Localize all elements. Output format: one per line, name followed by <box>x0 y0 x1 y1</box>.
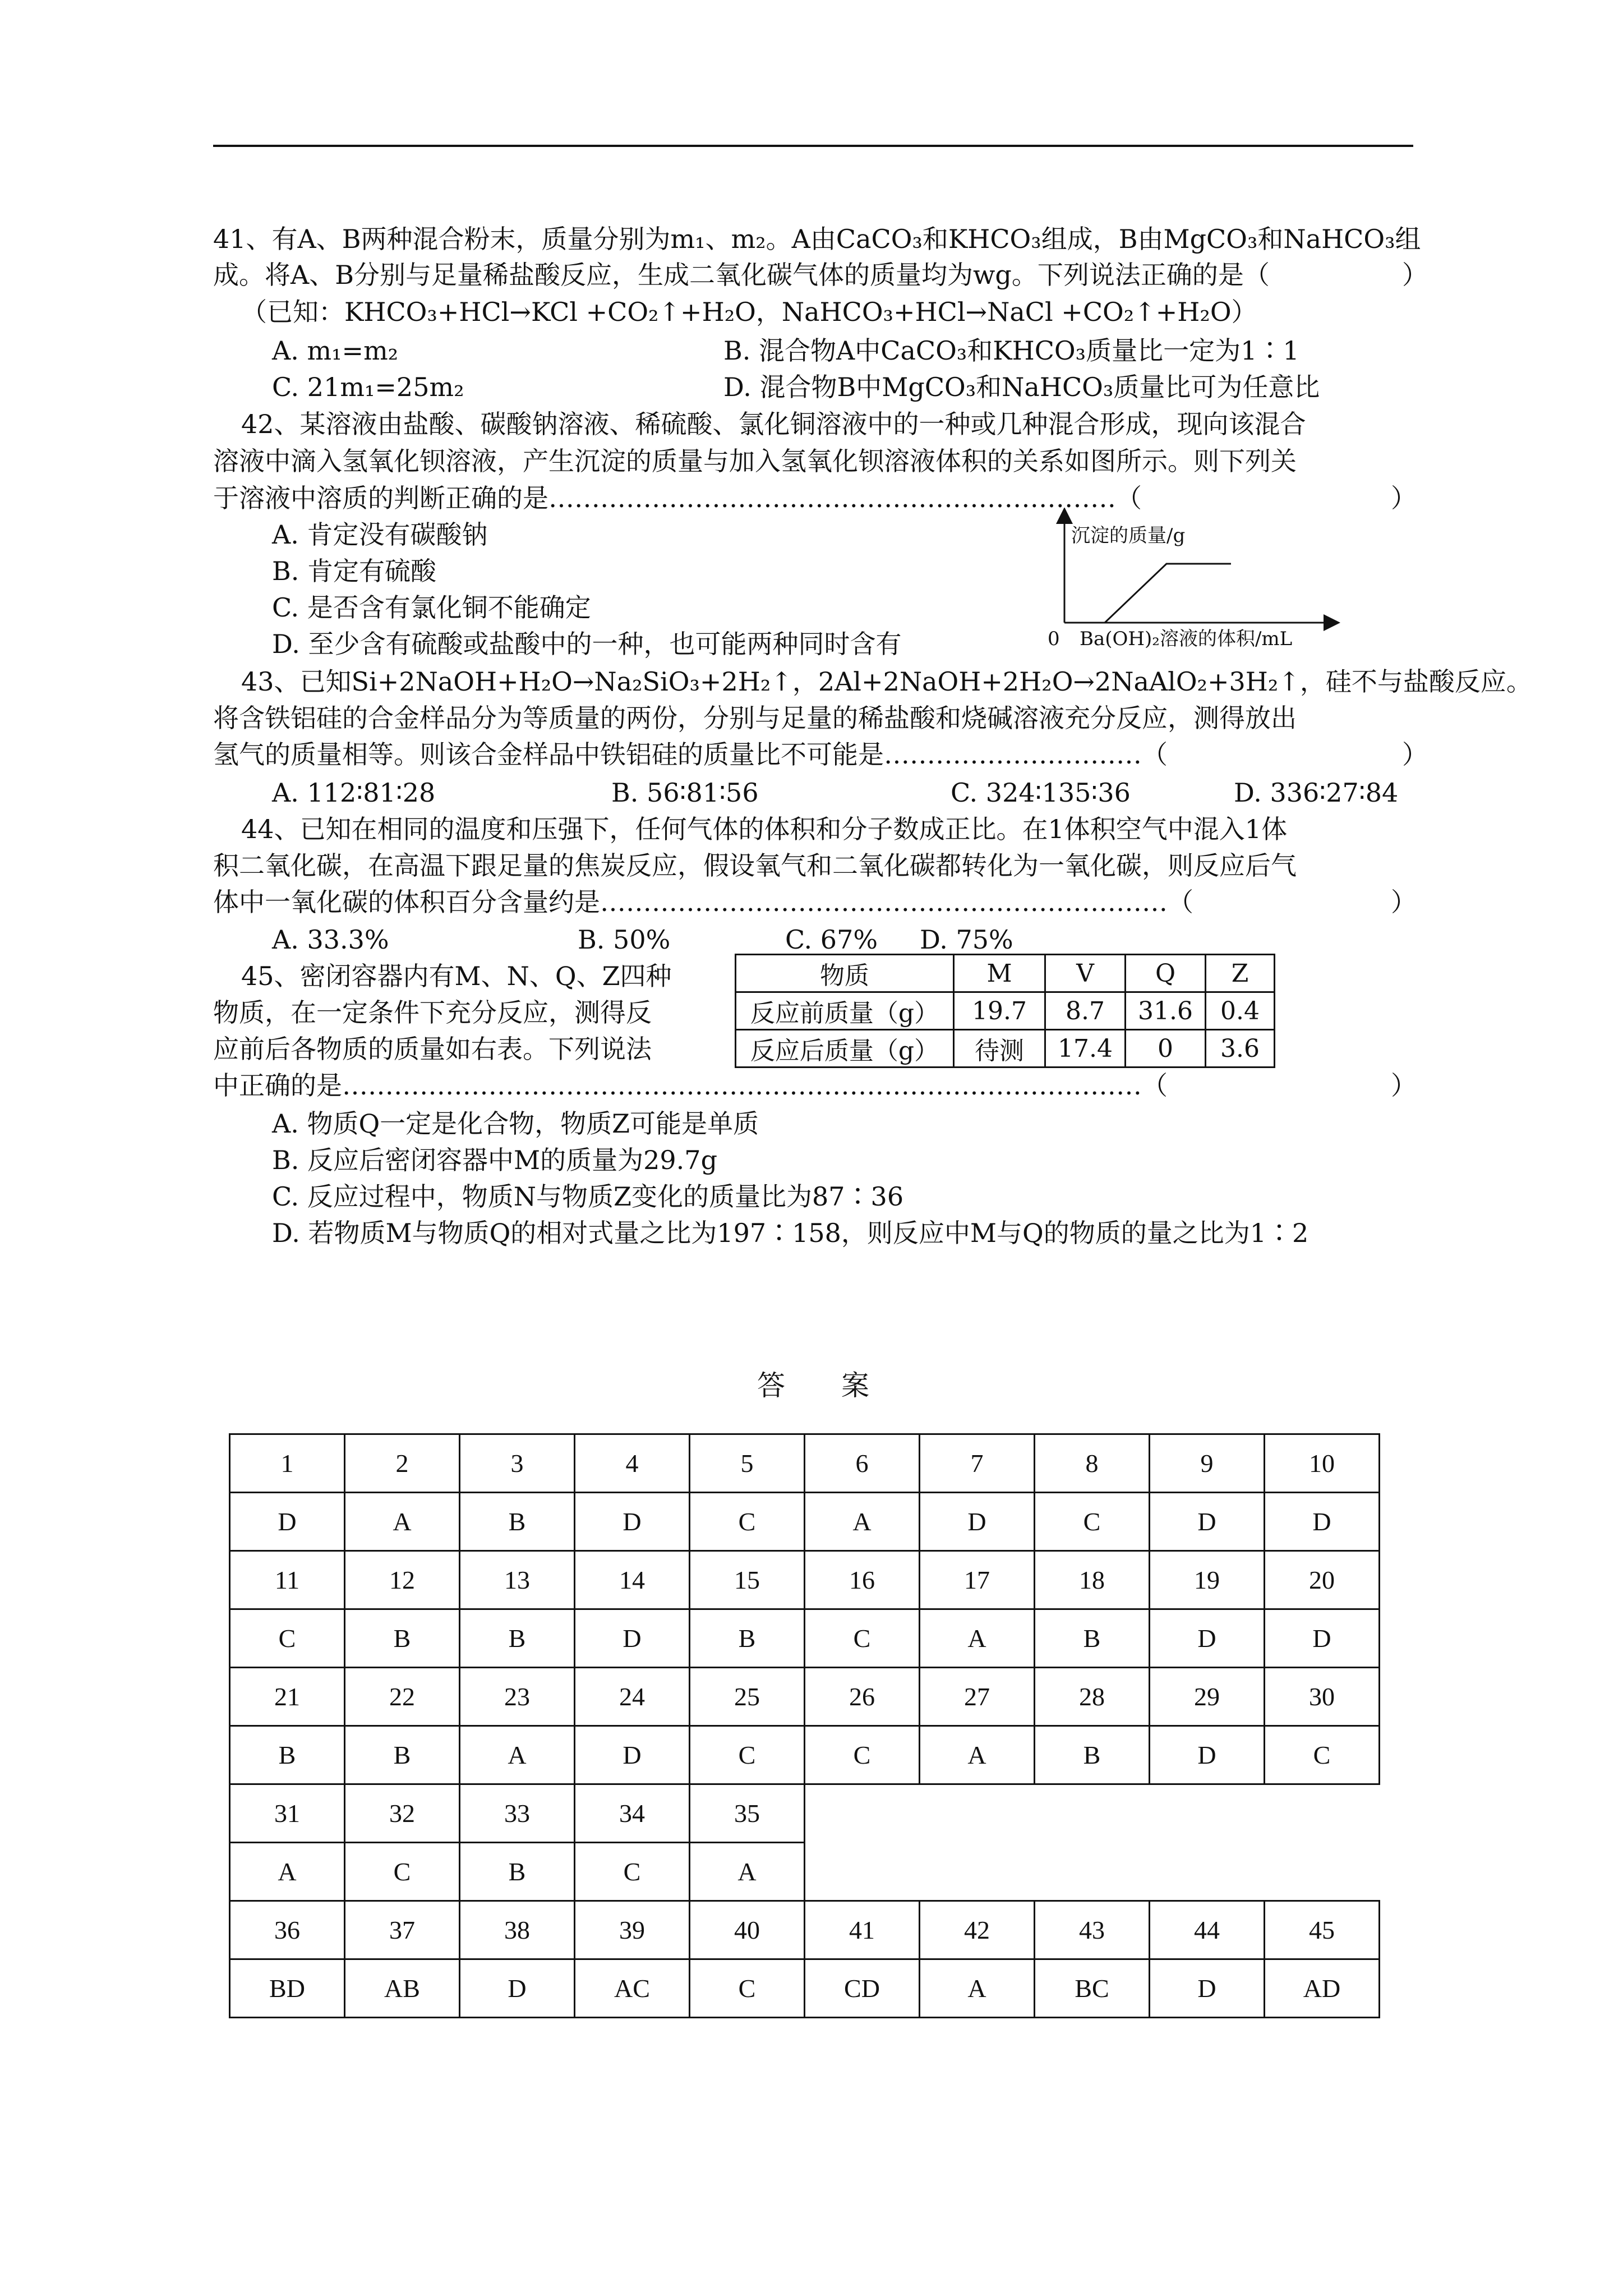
answer-key-row <box>230 1726 1380 1784</box>
answer-key-cell: C <box>230 1609 345 1668</box>
answer-key-cell: BC <box>1035 1959 1150 2018</box>
answer-number-cell: 36 <box>230 1901 345 1959</box>
q45-header-cell: 物质 <box>736 955 954 992</box>
answer-table <box>229 1433 1380 2018</box>
answer-number-cell: 26 <box>805 1668 920 1726</box>
answer-number-cell: 14 <box>575 1551 690 1609</box>
answer-key-cell: C <box>805 1726 920 1784</box>
q44-option-a: A. 33.3% <box>272 924 389 955</box>
answer-key-cell: B <box>1035 1609 1150 1668</box>
answer-key-row <box>230 1609 1380 1668</box>
answer-number-cell: 35 <box>690 1784 805 1843</box>
answer-number-cell: 17 <box>920 1551 1035 1609</box>
answer-number-cell: 22 <box>345 1668 460 1726</box>
q41-line2: 成。将A、B分别与足量稀盐酸反应，生成二氧化碳气体的质量均为wg。下列说法正确的是（ <box>213 260 1270 290</box>
answer-number-cell: 27 <box>920 1668 1035 1726</box>
q43-line1: 43、已知Si+2NaOH+H₂O→Na₂SiO₃+2H₂↑，2Al+2NaOH+2H₂O→2NaAlO₂+3H₂↑，硅不与盐酸反应。 <box>241 666 1532 697</box>
answer-key-cell: C <box>805 1609 920 1668</box>
q45-header-cell: M <box>954 955 1045 992</box>
answer-number-cell: 29 <box>1150 1668 1265 1726</box>
answer-number-cell: 13 <box>460 1551 575 1609</box>
q45-line4: 中正确的是…………………………………………………………………………………（ <box>213 1070 1168 1101</box>
answer-number-cell: 20 <box>1265 1551 1380 1609</box>
answer-number-cell: 21 <box>230 1668 345 1726</box>
answer-number-cell: 7 <box>920 1434 1035 1493</box>
q42-chart-origin: 0 <box>1048 628 1060 650</box>
answer-key-cell: BD <box>230 1959 345 2018</box>
q45-cell: 0 <box>1126 1030 1206 1068</box>
q42-option-d: D. 至少含有硫酸或盐酸中的一种，也可能两种同时含有 <box>272 629 902 659</box>
q43-option-d: D. 336∶27∶84 <box>1234 777 1399 808</box>
q45-cell: 17.4 <box>1045 1030 1126 1068</box>
answer-key-cell: C <box>1035 1493 1150 1551</box>
answer-key-cell: D <box>1150 1493 1265 1551</box>
q42-line1: 42、某溶液由盐酸、碳酸钠溶液、稀硫酸、氯化铜溶液中的一种或几种混合形成，现向该混合 <box>241 409 1306 439</box>
q44-line3: 体中一氧化碳的体积百分含量约是…………………………………………………………（ <box>213 887 1193 917</box>
q43-paren-close: ） <box>1402 739 1428 770</box>
q41-line1: 41、有A、B两种混合粉末，质量分别为m₁、m₂。A由CaCO₃和KHCO₃组成，B由MgCO₃和NaHCO₃组 <box>213 224 1421 254</box>
answer-number-cell: 37 <box>345 1901 460 1959</box>
answer-key-cell: C <box>690 1493 805 1551</box>
q42-line2: 溶液中滴入氢氧化钡溶液，产生沉淀的质量与加入氢氧化钡溶液体积的关系如图所示。则下列关 <box>213 446 1297 476</box>
q45-option-d: D. 若物质M与物质Q的相对式量之比为197∶158，则反应中M与Q的物质的量之比为1∶2 <box>272 1218 1309 1248</box>
answer-empty-cell <box>805 1784 920 1843</box>
answer-key-cell: D <box>1150 1609 1265 1668</box>
answer-number-row <box>230 1434 1380 1493</box>
q45-cell: 反应前质量（g） <box>736 992 954 1030</box>
q41-option-c: C. 21m₁=25m₂ <box>272 372 464 402</box>
q45-header-cell: Z <box>1206 955 1275 992</box>
answer-number-cell: 31 <box>230 1784 345 1843</box>
answer-empty-cell <box>805 1843 920 1901</box>
q45-table-row <box>736 992 1275 1030</box>
q42-option-b: B. 肯定有硫酸 <box>272 556 437 586</box>
answer-number-cell: 11 <box>230 1551 345 1609</box>
answer-number-cell: 39 <box>575 1901 690 1959</box>
q45-line3: 应前后各物质的质量如右表。下列说法 <box>213 1034 652 1064</box>
answer-key-cell: A <box>345 1493 460 1551</box>
answer-empty-cell <box>1265 1784 1380 1843</box>
q41-option-b: B. 混合物A中CaCO₃和KHCO₃质量比一定为1∶1 <box>723 335 1299 366</box>
answer-number-cell: 42 <box>920 1901 1035 1959</box>
answer-key-cell: CD <box>805 1959 920 2018</box>
answer-number-cell: 32 <box>345 1784 460 1843</box>
answer-number-cell: 41 <box>805 1901 920 1959</box>
q41-option-d: D. 混合物B中MgCO₃和NaHCO₃质量比可为任意比 <box>723 372 1320 402</box>
answer-key-cell: C <box>575 1843 690 1901</box>
answer-number-cell: 15 <box>690 1551 805 1609</box>
answer-number-cell: 24 <box>575 1668 690 1726</box>
q41-given: （已知：KHCO₃+HCl→KCl +CO₂↑+H₂O，NaHCO₃+HCl→NaCl +CO₂↑+H₂O） <box>241 297 1257 327</box>
answer-number-cell: 25 <box>690 1668 805 1726</box>
q42-paren-close: ） <box>1391 483 1417 513</box>
answer-key-cell: AD <box>1265 1959 1380 2018</box>
answer-key-cell: D <box>575 1493 690 1551</box>
q45-cell: 8.7 <box>1045 992 1126 1030</box>
answer-number-cell: 28 <box>1035 1668 1150 1726</box>
answer-key-cell: B <box>345 1609 460 1668</box>
q44-line1: 44、已知在相同的温度和压强下，任何气体的体积和分子数成正比。在1体积空气中混入1体 <box>241 814 1288 844</box>
q45-line2: 物质，在一定条件下充分反应，测得反 <box>213 997 652 1028</box>
q45-table-header-row <box>736 955 1275 992</box>
answer-key-cell: B <box>230 1726 345 1784</box>
answer-key-cell: D <box>920 1493 1035 1551</box>
q45-cell: 待测 <box>954 1030 1045 1068</box>
q45-cell: 3.6 <box>1206 1030 1275 1068</box>
answer-number-cell: 8 <box>1035 1434 1150 1493</box>
answer-number-cell: 9 <box>1150 1434 1265 1493</box>
answer-key-cell: D <box>1150 1959 1265 2018</box>
q43-option-a: A. 112∶81∶28 <box>272 777 436 808</box>
q44-paren-close: ） <box>1391 887 1417 917</box>
q42-chart-xlabel: Ba(OH)₂溶液的体积/mL <box>1080 628 1293 650</box>
answer-number-row <box>230 1784 1380 1843</box>
q45-cell: 反应后质量（g） <box>736 1030 954 1068</box>
answer-number-cell: 10 <box>1265 1434 1380 1493</box>
answer-number-cell: 34 <box>575 1784 690 1843</box>
q45-mass-table <box>735 954 1275 1068</box>
answer-empty-cell <box>920 1843 1035 1901</box>
q43-line3: 氢气的质量相等。则该合金样品中铁铝硅的质量比不可能是…………………………（ <box>213 739 1168 770</box>
q44-option-b: B. 50% <box>578 924 671 955</box>
answer-key-cell: B <box>460 1843 575 1901</box>
answer-number-cell: 16 <box>805 1551 920 1609</box>
answer-empty-cell <box>920 1784 1035 1843</box>
answer-key-cell: A <box>920 1609 1035 1668</box>
q45-cell: 0.4 <box>1206 992 1275 1030</box>
q45-table-row <box>736 1030 1275 1068</box>
q45-option-a: A. 物质Q一定是化合物，物质Z可能是单质 <box>272 1108 759 1139</box>
answer-key-cell: A <box>920 1959 1035 2018</box>
answer-key-cell: D <box>460 1959 575 2018</box>
q45-header-cell: V <box>1045 955 1126 992</box>
answer-number-cell: 43 <box>1035 1901 1150 1959</box>
answer-number-row <box>230 1551 1380 1609</box>
answer-key-cell: A <box>805 1493 920 1551</box>
answer-number-cell: 38 <box>460 1901 575 1959</box>
answer-empty-cell <box>1150 1784 1265 1843</box>
q45-cell: 19.7 <box>954 992 1045 1030</box>
answer-key-cell: D <box>1265 1609 1380 1668</box>
answer-key-cell: A <box>690 1843 805 1901</box>
q45-cell: 31.6 <box>1126 992 1206 1030</box>
q45-paren-close: ） <box>1391 1070 1417 1101</box>
answer-key-row <box>230 1959 1380 2018</box>
answer-empty-cell <box>1035 1843 1150 1901</box>
q45-option-b: B. 反应后密闭容器中M的质量为29.7g <box>272 1145 718 1175</box>
precipitate-curve <box>1064 564 1231 623</box>
answer-empty-cell <box>1150 1843 1265 1901</box>
q42-precipitate-graph <box>1049 508 1363 654</box>
answer-key-cell: B <box>1035 1726 1150 1784</box>
q44-option-c: C. 67% <box>785 924 878 955</box>
answer-key-cell: A <box>460 1726 575 1784</box>
answer-number-cell: 40 <box>690 1901 805 1959</box>
answer-key-cell: C <box>690 1726 805 1784</box>
q44-line2: 积二氧化碳，在高温下跟足量的焦炭反应，假设氧气和二氧化碳都转化为一氧化碳，则反应后气 <box>213 850 1297 881</box>
answer-empty-cell <box>1265 1843 1380 1901</box>
answer-key-cell: B <box>345 1726 460 1784</box>
q44-option-d: D. 75% <box>920 924 1013 955</box>
answers-title: 答案 <box>757 1369 925 1402</box>
answer-number-cell: 23 <box>460 1668 575 1726</box>
answer-key-cell: B <box>460 1609 575 1668</box>
answer-key-cell: C <box>1265 1726 1380 1784</box>
answer-key-cell: D <box>230 1493 345 1551</box>
answer-key-cell: D <box>1265 1493 1380 1551</box>
q45-line1: 45、密闭容器内有M、N、Q、Z四种 <box>241 961 672 991</box>
q41-paren-close: ） <box>1402 260 1428 290</box>
answer-key-cell: C <box>345 1843 460 1901</box>
q45-option-c: C. 反应过程中，物质N与物质Z变化的质量比为87∶36 <box>272 1181 904 1212</box>
answer-key-cell: A <box>920 1726 1035 1784</box>
header-rule <box>213 145 1413 147</box>
answer-key-cell: B <box>460 1493 575 1551</box>
answer-number-cell: 45 <box>1265 1901 1380 1959</box>
q43-option-b: B. 56∶81∶56 <box>611 777 759 808</box>
q45-header-cell: Q <box>1126 955 1206 992</box>
q42-option-c: C. 是否含有氯化铜不能确定 <box>272 592 591 623</box>
answer-number-cell: 3 <box>460 1434 575 1493</box>
q43-line2: 将含铁铝硅的合金样品分为等质量的两份，分别与足量的稀盐酸和烧碱溶液充分反应，测得放出 <box>213 703 1297 733</box>
answer-number-cell: 6 <box>805 1434 920 1493</box>
answer-key-cell: B <box>690 1609 805 1668</box>
answer-key-cell: C <box>690 1959 805 2018</box>
answer-number-row <box>230 1668 1380 1726</box>
q41-option-a: A. m₁=m₂ <box>272 335 399 366</box>
answer-number-cell: 18 <box>1035 1551 1150 1609</box>
answer-number-cell: 44 <box>1150 1901 1265 1959</box>
answer-number-cell: 30 <box>1265 1668 1380 1726</box>
answer-number-cell: 1 <box>230 1434 345 1493</box>
answer-key-cell: A <box>230 1843 345 1901</box>
answer-empty-cell <box>1035 1784 1150 1843</box>
q43-option-c: C. 324∶135∶36 <box>951 777 1131 808</box>
answer-key-cell: D <box>1150 1726 1265 1784</box>
q42-option-a: A. 肯定没有碳酸钠 <box>272 519 488 550</box>
answer-number-cell: 12 <box>345 1551 460 1609</box>
answer-number-cell: 5 <box>690 1434 805 1493</box>
answer-number-cell: 33 <box>460 1784 575 1843</box>
answer-key-cell: AB <box>345 1959 460 2018</box>
answer-key-cell: D <box>575 1726 690 1784</box>
answer-number-cell: 4 <box>575 1434 690 1493</box>
q42-line3: 于溶液中溶质的判断正确的是…………………………………………………………（ <box>213 483 1142 513</box>
answer-key-row <box>230 1493 1380 1551</box>
answer-number-row <box>230 1901 1380 1959</box>
q42-chart-ylabel: 沉淀的质量/g <box>1071 524 1186 547</box>
answer-key-cell: D <box>575 1609 690 1668</box>
answer-number-cell: 19 <box>1150 1551 1265 1609</box>
answer-key-row <box>230 1843 1380 1901</box>
answer-key-cell: AC <box>575 1959 690 2018</box>
answer-number-cell: 2 <box>345 1434 460 1493</box>
